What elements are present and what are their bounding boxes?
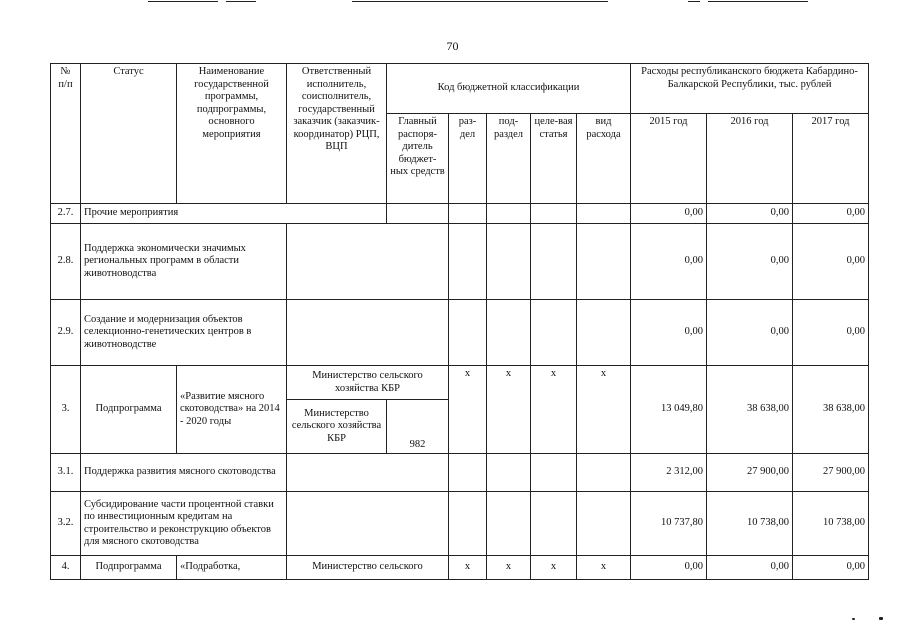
row-executor xyxy=(387,204,449,224)
header-budget-code-label: Код бюджетной классификации xyxy=(437,82,580,94)
header-podrazdel-label: под-раздел xyxy=(493,116,524,140)
row-executor xyxy=(287,492,449,556)
row-2016: 10 738,00 xyxy=(707,492,793,556)
row-2016: 27 900,00 xyxy=(707,454,793,492)
row-name: Субсидирование части процентной ставки по инвестиционным кредитам на строительство и реконструкцию объектов для мясного скотоводства xyxy=(81,492,287,556)
header-podrazdel xyxy=(487,114,531,204)
header-num-label: № п/п xyxy=(58,66,73,90)
header-status xyxy=(81,64,177,204)
row-num: 2.7. xyxy=(51,204,81,224)
row-vid-rashoda xyxy=(577,300,631,366)
header-status-label: Статус xyxy=(113,66,144,77)
row-2015: 0,00 xyxy=(631,224,707,300)
table-row xyxy=(51,366,869,400)
scan-line-left-2 xyxy=(226,1,256,2)
row-status: Подпрограмма xyxy=(81,556,177,580)
scan-line-right-2 xyxy=(708,1,808,2)
scan-speck xyxy=(852,618,855,620)
header-razdel xyxy=(449,114,487,204)
row-razdel xyxy=(449,492,487,556)
row-vid-rashoda xyxy=(577,224,631,300)
table-row xyxy=(51,300,869,366)
row-vid-rashoda xyxy=(577,492,631,556)
row-2016: 0,00 xyxy=(707,204,793,224)
row-podrazdel xyxy=(487,492,531,556)
row-grbs xyxy=(449,204,487,224)
row-razdel xyxy=(449,454,487,492)
row-executor xyxy=(287,224,449,300)
table-row xyxy=(51,492,869,556)
row-vid-rashoda: x xyxy=(577,556,631,580)
row-2017: 0,00 xyxy=(793,224,869,300)
row-vid-rashoda xyxy=(577,454,631,492)
row-vid-rashoda: x xyxy=(577,366,631,454)
table-row xyxy=(51,556,869,580)
row-podrazdel: x xyxy=(487,556,531,580)
row-razdel: x xyxy=(449,556,487,580)
row-2017: 27 900,00 xyxy=(793,454,869,492)
row-cel-statya xyxy=(531,300,577,366)
row-cel-statya xyxy=(531,224,577,300)
row-2015: 0,00 xyxy=(631,300,707,366)
row-razdel xyxy=(449,300,487,366)
page-number: 70 xyxy=(446,39,459,53)
header-2015 xyxy=(631,114,707,204)
row-podrazdel xyxy=(531,204,577,224)
row-2017: 10 738,00 xyxy=(793,492,869,556)
table-row xyxy=(51,204,869,224)
row-cel-statya xyxy=(531,492,577,556)
row-cel-statya: x xyxy=(531,366,577,454)
header-num xyxy=(51,64,81,204)
header-vid-rashoda-label: вид расхода xyxy=(586,116,621,140)
scan-line-left-1 xyxy=(148,1,218,2)
row-num: 2.8. xyxy=(51,224,81,300)
row-2017: 0,00 xyxy=(793,300,869,366)
row-num: 3. xyxy=(51,366,81,454)
scan-speck xyxy=(879,617,883,620)
row-2016: 0,00 xyxy=(707,556,793,580)
row-podrazdel xyxy=(487,454,531,492)
header-name-label: Наименование государственной программы, подпрограммы, основного мероприятия xyxy=(194,66,269,140)
budget-table xyxy=(50,63,869,580)
row-cel-statya xyxy=(577,204,631,224)
header-grbs-label: Главный распоря-дитель бюджет-ных средств xyxy=(390,116,445,177)
row-name: Прочие мероприятия xyxy=(81,204,387,224)
row-cel-statya: x xyxy=(531,556,577,580)
header-2016 xyxy=(707,114,793,204)
row-2017: 0,00 xyxy=(793,556,869,580)
row-2015: 0,00 xyxy=(631,204,707,224)
row-grbs: 982 xyxy=(387,400,449,454)
row-2016: 0,00 xyxy=(707,300,793,366)
row-executor-bottom: Министерство сельского хозяйства КБР xyxy=(287,400,387,454)
row-podrazdel: x xyxy=(487,366,531,454)
row-razdel xyxy=(487,204,531,224)
row-executor-top: Министерство сельского хозяйства КБР xyxy=(287,366,449,400)
row-razdel xyxy=(449,224,487,300)
row-executor xyxy=(287,300,449,366)
row-num: 4. xyxy=(51,556,81,580)
header-vid-rashoda xyxy=(577,114,631,204)
row-2016: 38 638,00 xyxy=(707,366,793,454)
row-name: «Развитие мясного скотоводства» на 2014 - 2020 годы xyxy=(177,366,287,454)
row-razdel: x xyxy=(449,366,487,454)
header-executor-label: Ответственный исполнитель, соисполнитель, государственный заказчик (заказчик-координатор) РЦП, ВЦП xyxy=(293,66,380,152)
header-cel-statya xyxy=(531,114,577,204)
row-name: Поддержка развития мясного скотоводства xyxy=(81,454,287,492)
table-row xyxy=(51,224,869,300)
header-2016-label: 2016 год xyxy=(730,116,769,127)
header-2015-label: 2015 год xyxy=(649,116,688,127)
row-name: Поддержка экономически значимых региональных программ в области животноводства xyxy=(81,224,287,300)
header-2017 xyxy=(793,114,869,204)
row-cel-statya xyxy=(531,454,577,492)
row-2015: 0,00 xyxy=(631,556,707,580)
row-2017: 0,00 xyxy=(793,204,869,224)
row-status: Подпрограмма xyxy=(81,366,177,454)
row-num: 3.2. xyxy=(51,492,81,556)
header-expenses-label: Расходы республиканского бюджета Кабардино-Балкарской Республики, тыс. рублей xyxy=(641,66,858,90)
row-podrazdel xyxy=(487,224,531,300)
row-2015: 10 737,80 xyxy=(631,492,707,556)
row-podrazdel xyxy=(487,300,531,366)
header-2017-label: 2017 год xyxy=(811,116,850,127)
row-2017: 38 638,00 xyxy=(793,366,869,454)
header-expenses xyxy=(631,64,869,114)
row-num: 3.1. xyxy=(51,454,81,492)
row-name: Создание и модернизация объектов селекционно-генетических центров в животноводстве xyxy=(81,300,287,366)
row-executor xyxy=(287,454,449,492)
row-2015: 13 049,80 xyxy=(631,366,707,454)
scan-line-right-1 xyxy=(688,1,700,2)
header-name xyxy=(177,64,287,204)
header-executor xyxy=(287,64,387,204)
header-grbs xyxy=(387,114,449,204)
table-row xyxy=(51,454,869,492)
row-2015: 2 312,00 xyxy=(631,454,707,492)
row-num: 2.9. xyxy=(51,300,81,366)
header-cel-statya-label: целе-вая статья xyxy=(534,116,573,140)
row-2016: 0,00 xyxy=(707,224,793,300)
header-razdel-label: раз-дел xyxy=(458,116,477,140)
row-name: «Подработка, xyxy=(177,556,287,580)
row-executor: Министерство сельского xyxy=(287,556,449,580)
header-budget-code xyxy=(387,64,631,114)
scan-line-center xyxy=(352,1,608,2)
header-row-1 xyxy=(51,64,869,114)
